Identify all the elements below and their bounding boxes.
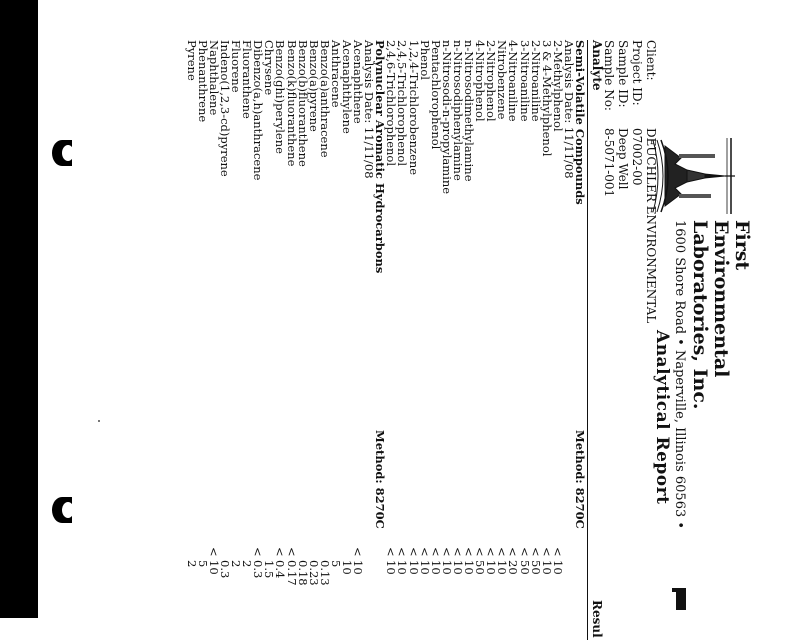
table-row: [273, 40, 288, 640]
info-label: Sample ID:: [616, 40, 630, 108]
info-label: Sample No:: [602, 40, 616, 111]
analyte-cell: Fluorene: [229, 40, 244, 93]
less-than-cell: <: [450, 547, 465, 557]
analyte-cell: 2,4,6-Trichlorophenol: [384, 40, 399, 167]
result-cell: 0.18: [295, 560, 310, 586]
less-than-cell: <: [251, 547, 266, 557]
result-cell: 10: [539, 560, 554, 575]
less-than-cell: <: [550, 547, 565, 557]
less-than-cell: <: [517, 547, 532, 557]
table-row: [408, 40, 419, 640]
analyte-cell: Anthracene: [328, 40, 343, 108]
less-than-cell: <: [417, 547, 432, 557]
info-row: [602, 40, 616, 323]
analyte-cell: 2-Nitrophenol: [484, 40, 499, 122]
analyte-cell: Benzo(a)pyrene: [306, 40, 321, 132]
header-rule: [587, 40, 588, 640]
result-cell: 50: [473, 560, 488, 575]
info-label: Client:: [644, 40, 658, 81]
table-row: [340, 40, 355, 640]
analyte-cell: Acenaphthene: [351, 40, 366, 124]
result-cell: 10: [484, 560, 499, 575]
analyte-cell: Phenanthrene: [195, 40, 210, 123]
analyte-cell: Chrysene: [262, 40, 277, 96]
column-header-result: Resul: [590, 600, 604, 638]
info-label: Project ID:: [630, 40, 644, 106]
result-cell: 1.5: [262, 560, 277, 579]
analyte-cell: Phenol: [417, 40, 432, 80]
analyte-cell: Pyrene: [184, 40, 199, 81]
result-cell: 5: [195, 560, 210, 568]
analyte-cell: Indeno(1,2,3-cd)pyrene: [218, 40, 232, 177]
analyte-cell: Benzo(ghi)perylene: [273, 40, 288, 154]
info-value: 07002-00: [630, 128, 644, 186]
analyte-cell: n-Nitrosodi-n-propylamine: [439, 40, 454, 195]
analyte-cell: 1,2,4-Trichlorobenzene: [406, 40, 421, 176]
info-row: [644, 40, 658, 323]
table-row: [284, 40, 299, 640]
analyte-cell: 3 & 4-Methylphenol: [539, 40, 554, 157]
analyte-cell: Acenaphthylene: [340, 40, 355, 134]
results-table: [186, 40, 585, 640]
analyte-cell: Naphthalene: [206, 40, 221, 116]
result-cell: 10: [395, 560, 410, 575]
analyte-cell: 2-Nitroaniline: [528, 40, 543, 122]
table-row: [517, 40, 532, 640]
result-cell: 50: [517, 560, 532, 575]
analyte-cell: Benzo(b)fluoranthene: [295, 40, 310, 167]
method-cell: Method: 8270C: [373, 430, 388, 529]
less-than-cell: <: [439, 547, 454, 557]
method-cell: Method: 8270C: [573, 430, 587, 529]
analytical-report-page: [90, 40, 770, 638]
analyte-cell: Benzo(k)fluoranthene: [284, 40, 299, 167]
analyte-cell: Benzo(a)anthracene: [317, 40, 332, 158]
less-than-cell: <: [406, 547, 421, 557]
result-cell: 10: [439, 560, 454, 575]
result-cell: 10: [495, 560, 510, 575]
info-row: [616, 40, 630, 323]
company-name-line3: Laboratories, Inc.: [689, 220, 711, 410]
less-than-cell: <: [351, 547, 366, 557]
analyte-cell: 4-Nitrophenol: [473, 40, 488, 122]
analyte-cell: Analysis Date: 11/11/08: [561, 40, 576, 179]
result-cell: 10: [450, 560, 465, 575]
less-than-cell: <: [395, 547, 410, 557]
binder-hole-mark: [52, 497, 72, 523]
less-than-cell: <: [462, 547, 477, 557]
analyte-cell: n-Nitrosodimethylamine: [462, 40, 477, 182]
analyte-cell: Dibenzo(a,h)anthracene: [251, 40, 266, 181]
less-than-cell: <: [484, 547, 499, 557]
analyte-cell: 4-Nitroaniline: [506, 40, 521, 122]
result-cell: 2: [184, 560, 199, 568]
result-cell: 2: [240, 560, 255, 568]
result-cell: 10: [351, 560, 366, 575]
table-row: [395, 40, 410, 640]
table-row: [240, 40, 255, 640]
analyte-cell: 2,4,5-Trichlorophenol: [395, 40, 410, 167]
result-cell: 10: [550, 560, 565, 575]
sample-info-block: [602, 40, 658, 323]
less-than-cell: <: [284, 547, 299, 557]
binder-hole-mark: [52, 140, 72, 166]
result-cell: 10: [206, 560, 221, 575]
result-cell: 0.17: [284, 560, 299, 586]
company-header: [672, 220, 752, 640]
result-cell: 10: [406, 560, 421, 575]
table-row: [186, 40, 197, 640]
result-cell: 0.23: [306, 560, 321, 586]
analyte-cell: Pentachlorophenol: [428, 40, 443, 150]
info-value: 8-5071-001: [602, 128, 616, 198]
result-cell: 50: [528, 560, 543, 575]
analyte-cell: Nitrobenzene: [495, 40, 510, 120]
scan-edge-bar: [0, 0, 38, 618]
info-row: [630, 40, 644, 323]
less-than-cell: <: [206, 547, 221, 557]
info-value: Deep Well: [616, 128, 630, 190]
result-cell: 10: [340, 560, 355, 575]
less-than-cell: <: [428, 547, 443, 557]
less-than-cell: <: [528, 547, 543, 557]
analyte-cell: 3-Nitroaniline: [517, 40, 532, 122]
result-cell: 0.4: [273, 560, 288, 579]
result-cell: 0.3: [251, 560, 266, 579]
result-cell: 10: [462, 560, 477, 575]
result-cell: 10: [417, 560, 432, 575]
company-address: 1600 Shore Road • Naperville, Illinois 60563 •: [672, 220, 687, 530]
less-than-cell: <: [273, 547, 288, 557]
result-cell: 20: [506, 560, 521, 575]
analyte-cell: Fluoranthene: [240, 40, 255, 119]
table-row: [197, 40, 208, 640]
less-than-cell: <: [539, 547, 554, 557]
company-logo-icon: [649, 136, 745, 216]
result-cell: 10: [384, 560, 399, 575]
less-than-cell: <: [506, 547, 521, 557]
less-than-cell: <: [384, 547, 399, 557]
company-name-line1: First: [731, 220, 753, 271]
table-header: [590, 40, 604, 640]
less-than-cell: <: [473, 547, 488, 557]
result-cell: 5: [328, 560, 343, 568]
table-row: [251, 40, 266, 640]
company-name-line2: Environmental: [710, 220, 732, 378]
result-cell: 0.13: [317, 560, 332, 586]
analyte-cell: 2-Methylphenol: [550, 40, 565, 132]
result-cell: 0.3: [218, 560, 232, 579]
table-row: [208, 40, 219, 640]
column-header-analyte: Analyte: [590, 40, 604, 91]
analyte-cell: Polynuclear Aromatic Hydrocarbons: [373, 40, 388, 274]
report-title: Analytical Report: [652, 330, 672, 505]
table-row: [506, 40, 521, 640]
less-than-cell: <: [495, 547, 510, 557]
result-cell: 2: [229, 560, 244, 568]
info-value: DEUCHLER ENVIRONMENTAL: [644, 128, 658, 324]
result-cell: 10: [428, 560, 443, 575]
analyte-cell: Analysis Date: 11/11/08: [362, 40, 377, 179]
analyte-cell: Semi-Volatile Compounds: [573, 40, 587, 205]
analyte-cell: n-Nitrosodiphenylamine: [450, 40, 465, 181]
